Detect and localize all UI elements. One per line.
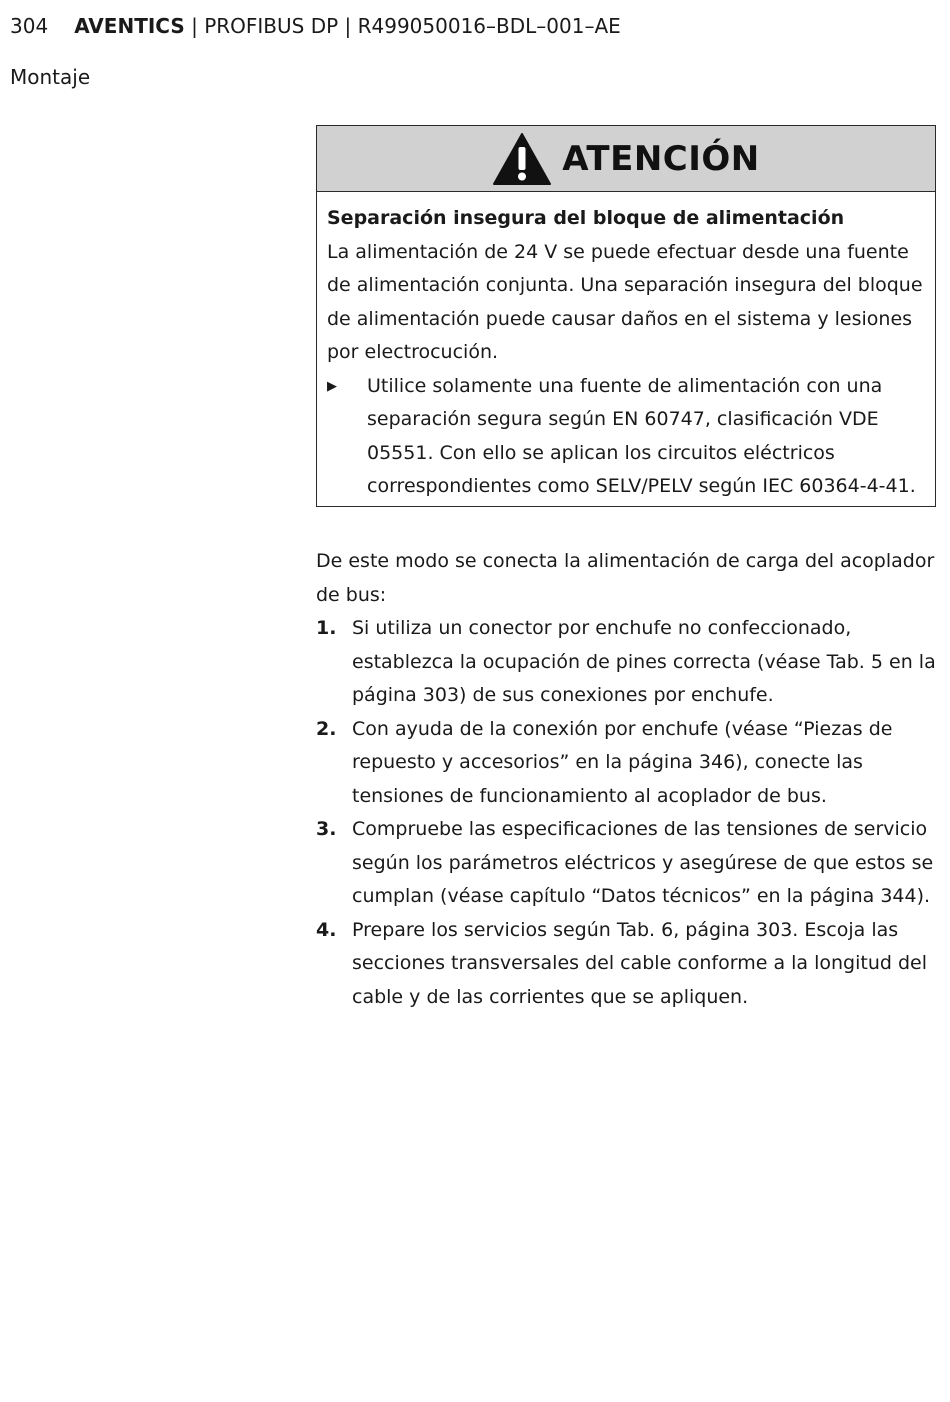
step-text: Compruebe las especificaciones de las tensiones de servicio según los parámetros eléctricos y asegúrese de que estos se cumplan (véase capítulo “Datos técnicos” en la página 344). bbox=[352, 818, 934, 907]
steps-list bbox=[316, 612, 938, 1014]
step-number: 3. bbox=[316, 818, 337, 840]
bullet-arrow-icon: ▶ bbox=[327, 378, 337, 394]
step-text: Prepare los servicios según Tab. 6, página 303. Escoja las secciones transversales del cable conforme a la longitud del cable y de las corrientes que se apliquen. bbox=[352, 918, 928, 1008]
warning-description: La alimentación de 24 V se puede efectuar desde una fuente de alimentación conjunta. Una separación insegura del bloque de alimentación puede causar daños en el sistema y lesiones por electrocución. bbox=[327, 240, 923, 363]
warning-bullet bbox=[327, 370, 927, 504]
warning-box bbox=[316, 125, 936, 507]
warning-triangle-icon bbox=[492, 132, 552, 186]
list-item bbox=[316, 914, 938, 1015]
page-header bbox=[10, 12, 621, 40]
section-title: Montaje bbox=[10, 65, 91, 89]
list-item bbox=[316, 612, 938, 713]
warning-subtitle: Separación insegura del bloque de alimentación bbox=[327, 207, 845, 229]
page-number: 304 bbox=[10, 14, 49, 38]
document-id: | PROFIBUS DP | R499050016–BDL–001–AE bbox=[184, 14, 621, 38]
step-text: Con ayuda de la conexión por enchufe (véase “Piezas de repuesto y accesorios” en la página 346), conecte las tensiones de funcionamiento al acoplador de bus. bbox=[352, 717, 893, 807]
step-number: 2. bbox=[316, 717, 337, 740]
warning-body bbox=[317, 192, 935, 504]
list-item bbox=[316, 713, 938, 814]
brand-name: AVENTICS bbox=[74, 14, 185, 38]
step-number: 4. bbox=[316, 918, 337, 941]
step-number: 1. bbox=[316, 617, 337, 639]
warning-header bbox=[317, 126, 935, 192]
intro-paragraph: De este modo se conecta la alimentación de carga del acoplador de bus: bbox=[316, 550, 935, 606]
list-item bbox=[316, 813, 938, 914]
warning-bullet-text: Utilice solamente una fuente de alimentación con una separación segura según EN 60747, clasificación VDE 05551. Con ello se aplican los circuitos eléctricos correspondientes como SELV/PELV según IEC 60364-4-41. bbox=[367, 374, 916, 497]
step-text: Si utiliza un conector por enchufe no confeccionado, establezca la ocupación de pines correcta (véase Tab. 5 en la página 303) de sus conexiones por enchufe. bbox=[352, 617, 936, 706]
warning-title: ATENCIÓN bbox=[562, 138, 760, 179]
main-content bbox=[316, 545, 938, 1014]
